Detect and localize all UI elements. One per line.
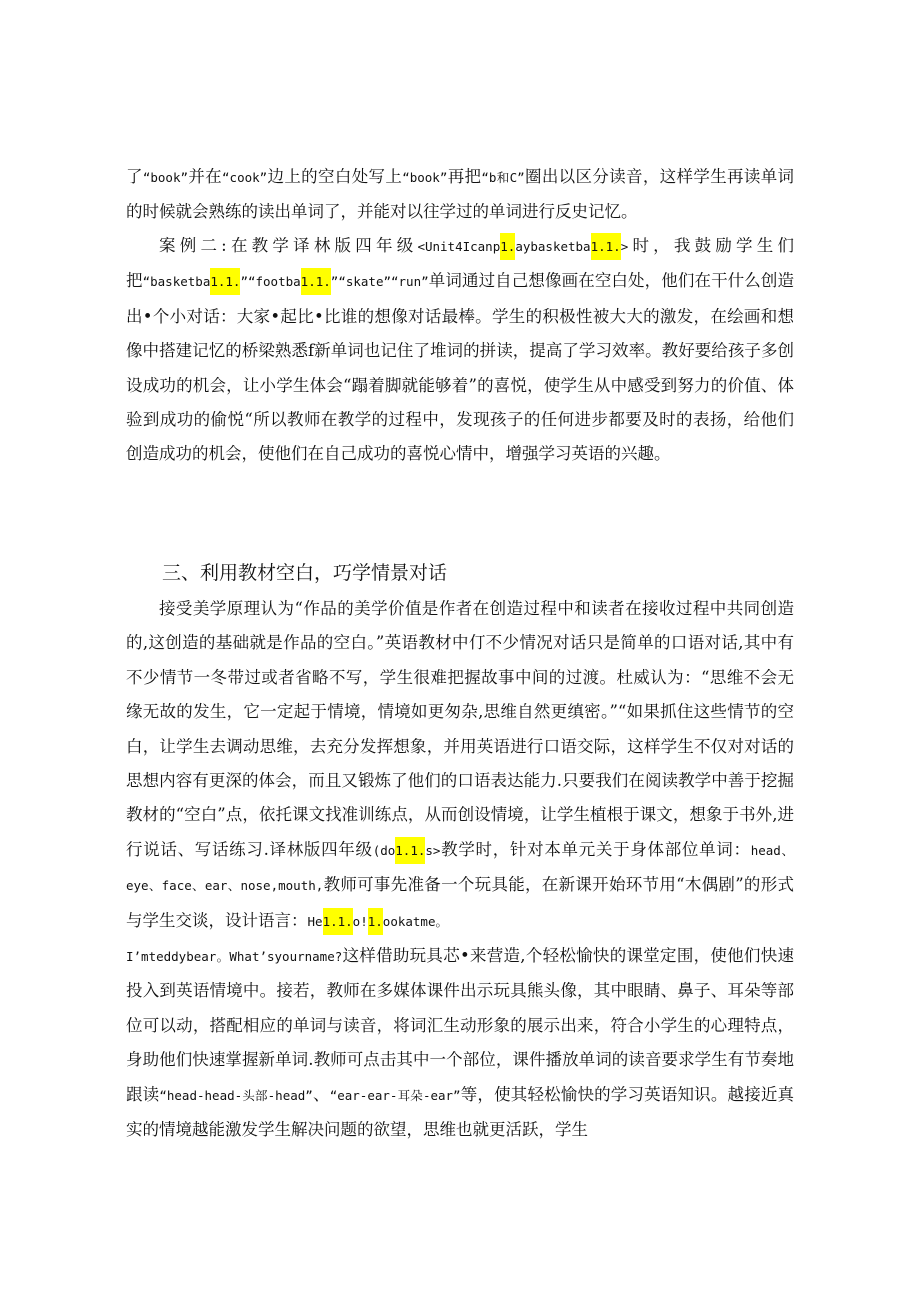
text-run: 并在 <box>188 167 223 186</box>
text-run: 这样借助玩具芯•来营造,个轻松愉快的课堂定围，使他们快速投入到英语情境中。接若，教师在多媒体课件出示玩具熊头像，其中眼睛、鼻子、耳朵等部位可以动，搭配相应的单词与读音，将词汇生动形象的展示出来，符合小学生的心理特点，身助他们快速掌握新单词.教师可点击其中一个部位，课件播放单词的读音要求学生有节奏地跟读 <box>126 946 794 1104</box>
english-word: “cook” <box>222 170 268 185</box>
text-run: 时，我鼓励学生们把 <box>126 236 794 291</box>
english-word: ” <box>330 274 339 290</box>
english-word: (do <box>372 842 396 858</box>
highlight-mark: 1.1. <box>301 268 331 295</box>
english-word: “ear-ear-耳朵-ear” <box>329 1087 461 1103</box>
english-word: “basketba <box>142 274 211 290</box>
english-word: “book” <box>142 170 188 185</box>
english-word: > <box>620 239 629 254</box>
english-word: “book” <box>402 170 448 185</box>
text-run: 再把 <box>447 167 482 186</box>
english-word: “run” <box>391 274 429 290</box>
english-word: “b和C” <box>481 170 525 185</box>
english-word: He <box>307 913 323 929</box>
highlight-mark: 1. <box>500 233 515 260</box>
text-run: 等，使其轻松愉快的学习英语知识。越接近真实的情境越能激发学生解决问题的欲望，思维也就更活跃，学生 <box>126 1084 795 1140</box>
english-word: “footba <box>247 274 301 290</box>
paragraph-3 <box>126 592 794 1148</box>
english-word: ookatme。 <box>382 913 448 929</box>
paragraph-1 <box>126 160 794 230</box>
highlight-mark: 1.1. <box>323 908 353 935</box>
text-run: 教师可事先准备一个玩具能，在新课开始环节用“木偶剧”的形式与学生交谈，设计语言： <box>126 875 795 930</box>
highlight-mark: 1.1. <box>591 233 621 260</box>
highlight-mark: 1. <box>368 908 383 935</box>
english-word: aybasketba <box>515 239 591 254</box>
text-run: 圈出以区分读音，这样学生再读单词的时候就会熟练的读出单词了，并能对以往学过的单词进行反史记忆。 <box>126 167 795 222</box>
english-word: s> <box>425 842 441 858</box>
english-word: I’mteddybear。What’syourname? <box>126 949 343 965</box>
text-run: 接受美学原理认为“作品的美学价值是作者在创造过程中和读者在接收过程中共同创造的,这创造的基础就是作品的空白。”英语教材中仃不少情况对话只是简单的口语对话,其中有不少情节一冬带过或者省略不写，学生很难把握故事中间的过渡。杜威认为：“思维不会无缘无故的发生，它一定起于情境，情境如更匆杂,思维自然更缜密。”“如果抓住这些情节的空白，让学生去调动思维，去充分发挥想象，并用英语进行口语交际，这样学生不仅对对话的思想内容有更深的体会，而且又锻炼了他们的口语表达能力.只要我们在阅读教学中善于挖掘教材的“空白”点，依托课文找准训练点，从而创设情境，让学生植根于课文，想象于书外,进行说话、写话练习.译林版四年级 <box>126 599 794 859</box>
text-run: 、 <box>312 1084 330 1104</box>
text-run: 案例二:在教学译林版四年级 <box>159 236 418 255</box>
english-word: <Unit4Icanp <box>417 239 501 254</box>
section-heading: 三、利用教材空白，巧学情景对话 <box>162 562 448 584</box>
highlight-mark: 1.1. <box>395 837 425 864</box>
text-run: 边上的空白处写上 <box>267 167 403 186</box>
text-run: 单词通过自己想像画在空白处，他们在干什么创造出•个小对话：大家•起比•比谁的想像对话最棒。学生的积极性被大大的激发，在绘画和想像中搭建记忆的桥梁熟悉f新单词也记住了堆词的拼读，提高了学习效率。教好要给孩子多创设成功的机会，让小学生体会“蹋着脚就能够着”的喜悦，使学生从中感受到努力的价值、体验到成功的偷悦“所以教师在教学的过程中，发现孩子的任何进步都要及时的表扬，给他们创造成功的机会，使他们在自己成功的喜悦心情中，增强学习英语的兴趣。 <box>126 271 795 464</box>
english-word: o! <box>352 913 368 929</box>
paragraph-2 <box>126 229 794 472</box>
english-word: ” <box>240 274 248 290</box>
english-word: head、eye、face、ear、nose,mouth, <box>126 842 795 894</box>
highlight-mark: 1.1. <box>210 268 240 295</box>
text-run: 教学时，针对本单元关于身体部位单词： <box>440 839 751 859</box>
english-word: “head-head-头部-head” <box>159 1087 313 1103</box>
english-word: “skate” <box>338 274 391 290</box>
text-run: 了 <box>126 167 143 186</box>
